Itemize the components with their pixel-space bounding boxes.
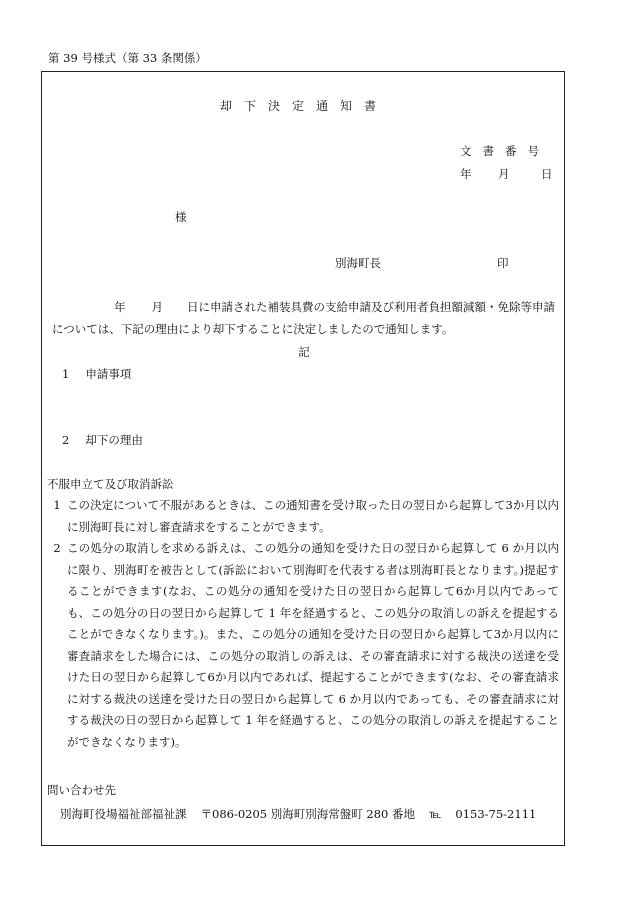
appeal-item — [47, 495, 559, 538]
ki-heading: 記 — [298, 345, 310, 359]
doc-number-label: 文書番号 — [460, 144, 550, 158]
appeal-text: この決定について不服があるときは、この通知書を受け取った日の翌日から起算して3か月以内に別海町長に対し審査請求をすることができます。 — [67, 498, 559, 534]
appeal-title: 不服申立て及び取消訴訟 — [47, 477, 174, 491]
appeal-number: 2 — [53, 541, 61, 555]
contact-department: 別海町役場福祉部福祉課 — [60, 807, 187, 821]
date-day: 日 — [541, 167, 553, 181]
document-frame — [41, 71, 565, 846]
tel-icon: ℡ — [429, 807, 442, 821]
seal-mark: 印 — [497, 256, 509, 270]
body-year: 年 — [114, 300, 126, 314]
document-title: 却下決定通知書 — [219, 99, 388, 113]
appeal-text: この処分の取消しを求める訴えは、この処分の通知を受けた日の翌日から起算して 6 か月以内に限り、別海町を被告として(訴訟において別海町を代表する者は別海町長となります。)提起することができます(なお、この処分の通知を受けた日の翌日から起算して6か月以内であっても、この処分の日の翌日から起算して 1 年を経過すると、この処分の取消しの訴えを提起することができなくなります。)。また、この処分の通知を受けた日の翌日から起算して3か月以内に審査請求をした場合には、この処分の取消しの訴えは、その審査請求に対する裁決の送達を受けた日の翌日から起算して6か月以内であれば、提起することができます(なお、その審査請求に対する裁決の送達を受けた日の翌日から起算して 6 か月以内であっても、その審査請求に対する裁決の日の翌日から起算して 1 年を経過すると、この処分の取消しの訴えを提起することができなくなります)。 — [67, 541, 559, 749]
appeal-list — [47, 495, 559, 753]
addressee-suffix: 様 — [175, 210, 187, 224]
contact-info — [60, 806, 550, 822]
item-label: 申請事項 — [85, 367, 132, 381]
date-month: 月 — [498, 167, 510, 181]
item-application — [62, 366, 131, 382]
contact-address: 〒086-0205 別海町別海常盤町 280 番地 — [200, 807, 416, 821]
item-number: 1 — [62, 367, 70, 381]
issuer-name: 別海町長 — [335, 256, 381, 270]
contact-tel: 0153-75-2111 — [455, 807, 537, 821]
notification-body — [52, 296, 562, 340]
appeal-number: 1 — [53, 498, 61, 512]
date-line — [460, 166, 553, 182]
body-text: 日に申請された補装具費の支給申請及び利用者負担額減額・免除等申請については、下記の理由により却下することに決定しましたので通知します。 — [52, 300, 555, 336]
contact-title: 問い合わせ先 — [47, 783, 116, 797]
body-month: 月 — [151, 300, 163, 314]
item-reason — [62, 432, 143, 448]
item-number: 2 — [62, 433, 70, 447]
appeal-item — [47, 538, 559, 753]
date-year: 年 — [460, 167, 472, 181]
item-label: 却下の理由 — [85, 433, 143, 447]
form-number: 第 39 号様式（第 33 条関係） — [48, 51, 207, 65]
